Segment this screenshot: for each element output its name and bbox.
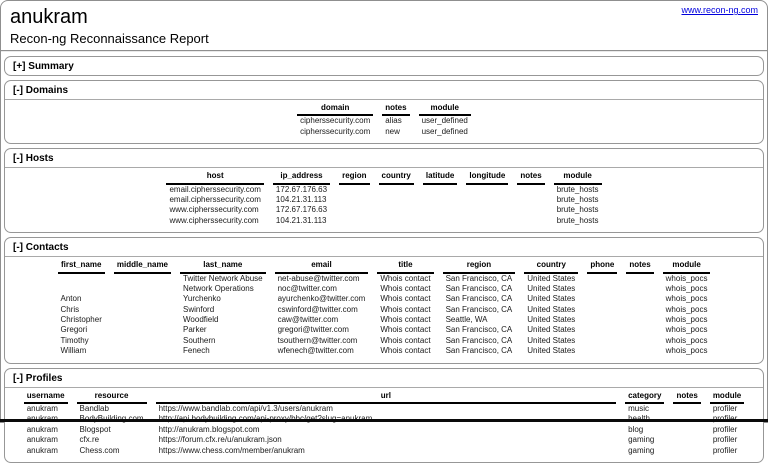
table-cell: https://forum.cfx.re/u/anukram.json [158, 435, 282, 445]
table-row [166, 216, 601, 226]
table-row [166, 185, 601, 195]
table-cell [114, 274, 171, 284]
column-header-country: country [524, 260, 578, 273]
table-cell: whois_pocs [665, 283, 708, 293]
table-row [58, 294, 711, 304]
table-cell: 172.67.176.63 [275, 184, 328, 194]
table-cell [673, 446, 700, 456]
table-cell: Swinford [183, 304, 215, 314]
table-cell: Whois contact [380, 335, 431, 345]
column-header-title: title [377, 260, 433, 273]
table-cell: Southern [183, 335, 216, 345]
table-cell: Chris [60, 304, 80, 314]
table-cell [626, 274, 653, 284]
table-row [58, 325, 711, 335]
column-header-notes: notes [626, 260, 653, 273]
table-cell: Whois contact [380, 346, 431, 356]
table-cell: alias [385, 116, 402, 126]
table-cell: Gregori [60, 325, 88, 335]
table-cell: Whois contact [380, 315, 431, 325]
table-cell [587, 305, 617, 315]
table-cell: new [385, 126, 400, 136]
table-cell: whois_pocs [665, 294, 708, 304]
report-header [1, 1, 767, 46]
table-cell: San Francisco, CA [445, 325, 513, 335]
table-cell: whois_pocs [665, 325, 708, 335]
table-cell: United States [527, 273, 576, 283]
table-row [24, 404, 745, 414]
table-cell [339, 195, 369, 205]
table-cell: San Francisco, CA [445, 346, 513, 356]
table-cell [339, 185, 369, 195]
contacts-table [49, 260, 720, 357]
table-cell: email.cipherssecurity.com [169, 184, 261, 194]
column-header-module: module [710, 391, 744, 404]
column-header-latitude: latitude [423, 171, 457, 184]
table-cell: whois_pocs [665, 315, 708, 325]
table-cell: San Francisco, CA [445, 294, 513, 304]
table-cell: noc@twitter.com [277, 283, 337, 293]
table-cell: caw@twitter.com [277, 315, 339, 325]
table-cell [379, 195, 414, 205]
table-cell [673, 435, 700, 445]
table-cell [517, 185, 544, 195]
table-cell [587, 294, 617, 304]
table-cell: San Francisco, CA [445, 335, 513, 345]
recon-ng-home-link[interactable]: www.recon-ng.com [681, 5, 758, 15]
table-row [297, 127, 471, 137]
table-cell: 172.67.176.63 [275, 205, 328, 215]
table-row [58, 315, 711, 325]
table-cell: http://anukram.blogspot.com [158, 424, 260, 434]
column-header-first_name: first_name [58, 260, 105, 273]
table-cell: gregori@twitter.com [277, 325, 349, 335]
section-title: Domains [25, 85, 69, 96]
table-cell: Christopher [60, 315, 102, 325]
section-title: Contacts [25, 242, 69, 254]
table-cell [466, 195, 508, 205]
column-header-region: region [339, 171, 369, 184]
table-row [24, 425, 745, 435]
column-header-phone: phone [587, 260, 617, 273]
table-cell: brute_hosts [556, 194, 599, 204]
table-cell [587, 274, 617, 284]
table-cell: brute_hosts [556, 215, 599, 225]
toggle-icon: [+] [13, 61, 26, 72]
table-cell [423, 205, 457, 215]
hosts-table-container [5, 168, 763, 232]
table-cell: United States [527, 304, 576, 314]
table-cell: anukram [26, 404, 58, 414]
column-header-notes: notes [673, 391, 700, 404]
table-cell [339, 216, 369, 226]
table-cell [587, 284, 617, 294]
table-cell: cswinford@twitter.com [277, 304, 358, 314]
header-divider [1, 50, 767, 52]
table-cell: Whois contact [380, 325, 431, 335]
table-header-row [297, 103, 471, 116]
table-cell: https://www.chess.com/member/anukram [158, 445, 305, 455]
section-hosts-toggle[interactable] [5, 149, 763, 168]
column-header-notes: notes [382, 103, 409, 116]
table-cell: San Francisco, CA [445, 304, 513, 314]
table-cell: cipherssecurity.com [300, 126, 371, 136]
table-row [58, 305, 711, 315]
section-domains [4, 80, 764, 144]
table-cell [673, 404, 700, 414]
profiles-table-container [5, 388, 763, 462]
table-cell [423, 216, 457, 226]
table-cell [423, 185, 457, 195]
table-cell: Yurchenko [183, 294, 221, 304]
table-cell: Parker [183, 325, 207, 335]
table-cell: United States [527, 294, 576, 304]
column-header-longitude: longitude [466, 171, 508, 184]
table-cell: Network Operations [183, 283, 254, 293]
section-title: Summary [28, 61, 74, 72]
toggle-icon: [-] [13, 372, 23, 384]
table-cell [114, 315, 171, 325]
table-row [24, 435, 745, 445]
table-cell: profiler [712, 435, 738, 445]
table-cell: Whois contact [380, 304, 431, 314]
table-cell [466, 205, 508, 215]
table-cell: anukram [26, 435, 58, 445]
table-cell: cipherssecurity.com [300, 116, 371, 126]
table-cell: William [60, 346, 87, 356]
table-cell: anukram [26, 424, 58, 434]
table-cell [58, 274, 105, 284]
section-domains-toggle[interactable] [5, 81, 763, 100]
table-cell: gaming [628, 445, 655, 455]
column-header-domain: domain [297, 103, 373, 116]
table-cell: brute_hosts [556, 205, 599, 215]
table-cell [626, 346, 653, 356]
column-header-email: email [275, 260, 369, 273]
table-cell: United States [527, 346, 576, 356]
table-cell: profiler [712, 424, 738, 434]
section-profiles-toggle[interactable] [5, 369, 763, 388]
table-cell: 104.21.31.113 [275, 215, 327, 225]
table-cell [58, 284, 105, 294]
column-header-username: username [24, 391, 68, 404]
table-row [297, 116, 471, 126]
table-cell: Whois contact [380, 294, 431, 304]
table-header-row [166, 171, 601, 184]
table-row [58, 274, 711, 284]
table-row [58, 284, 711, 294]
column-header-notes: notes [517, 171, 544, 184]
table-cell [114, 346, 171, 356]
section-contacts-toggle[interactable] [5, 238, 763, 257]
table-cell: Fenech [183, 346, 210, 356]
column-header-url: url [156, 391, 617, 404]
table-cell [626, 336, 653, 346]
table-cell: cfx.re [79, 435, 100, 445]
table-cell: United States [527, 335, 576, 345]
table-cell: net-abuse@twitter.com [277, 273, 360, 283]
column-header-module: module [554, 171, 602, 184]
table-cell: blog [628, 424, 644, 434]
section-title: Hosts [25, 153, 54, 165]
table-row [58, 336, 711, 346]
table-cell [587, 315, 617, 325]
table-cell: San Francisco, CA [445, 273, 513, 283]
profiles-table [15, 391, 754, 456]
table-cell: Whois contact [380, 273, 431, 283]
table-cell: tsouthern@twitter.com [277, 335, 358, 345]
table-row [166, 195, 601, 205]
table-cell [379, 216, 414, 226]
table-cell: www.cipherssecurity.com [169, 215, 259, 225]
table-cell: www.cipherssecurity.com [169, 205, 259, 215]
table-cell [379, 185, 414, 195]
table-header-row [58, 260, 711, 273]
table-row [24, 446, 745, 456]
toggle-icon: [-] [13, 242, 23, 254]
table-cell: anukram [26, 445, 58, 455]
section-hosts [4, 148, 764, 233]
table-cell: user_defined [421, 116, 468, 126]
table-cell: user_defined [421, 126, 468, 136]
column-header-region: region [443, 260, 516, 273]
table-cell: Seattle, WA [445, 315, 488, 325]
table-cell: whois_pocs [665, 273, 708, 283]
table-cell [517, 216, 544, 226]
table-cell: Bandlab [79, 404, 109, 414]
table-cell: profiler [712, 404, 738, 414]
column-header-ip_address: ip_address [273, 171, 330, 184]
table-cell: United States [527, 325, 576, 335]
domains-table-container [5, 100, 763, 143]
contacts-table-container [5, 257, 763, 363]
section-contacts [4, 237, 764, 364]
table-cell: whois_pocs [665, 335, 708, 345]
table-cell [114, 336, 171, 346]
toggle-icon: [-] [13, 85, 23, 96]
toggle-icon: [-] [13, 153, 23, 165]
column-header-host: host [166, 171, 263, 184]
table-cell [517, 195, 544, 205]
column-header-module: module [663, 260, 711, 273]
table-cell: Twitter Network Abuse [183, 273, 263, 283]
table-cell: profiler [712, 445, 738, 455]
table-cell: Whois contact [380, 283, 431, 293]
column-header-middle_name: middle_name [114, 260, 171, 273]
table-cell [466, 216, 508, 226]
table-cell [673, 425, 700, 435]
table-cell [626, 284, 653, 294]
table-cell: music [628, 404, 649, 414]
table-cell [379, 205, 414, 215]
bottom-edge-bar [0, 419, 768, 422]
table-cell [626, 325, 653, 335]
section-profiles [4, 368, 764, 463]
table-cell: Anton [60, 294, 82, 304]
table-cell [587, 346, 617, 356]
table-cell [114, 284, 171, 294]
section-summary [4, 56, 764, 76]
table-cell: gaming [628, 435, 655, 445]
table-cell [466, 185, 508, 195]
table-cell [587, 325, 617, 335]
table-cell [587, 336, 617, 346]
domains-table [288, 103, 480, 137]
table-cell [626, 305, 653, 315]
table-row [166, 205, 601, 215]
table-cell [517, 205, 544, 215]
table-cell [626, 315, 653, 325]
hosts-table [157, 171, 610, 226]
column-header-resource: resource [77, 391, 147, 404]
table-cell: Chess.com [79, 445, 120, 455]
table-cell: brute_hosts [556, 184, 599, 194]
table-cell: https://www.bandlab.com/api/v1.3/users/anukram [158, 404, 333, 414]
section-summary-toggle[interactable] [5, 57, 763, 75]
table-cell [339, 205, 369, 215]
column-header-last_name: last_name [180, 260, 266, 273]
column-header-country: country [379, 171, 414, 184]
section-title: Profiles [25, 372, 63, 384]
table-cell: San Francisco, CA [445, 283, 513, 293]
page-title: anukram [10, 6, 88, 28]
table-cell: United States [527, 315, 576, 325]
table-cell: whois_pocs [665, 346, 708, 356]
table-cell [114, 325, 171, 335]
column-header-module: module [419, 103, 471, 116]
table-cell: email.cipherssecurity.com [169, 194, 261, 204]
page-subtitle: Recon-ng Reconnaissance Report [10, 31, 209, 46]
table-cell: 104.21.31.113 [275, 194, 327, 204]
table-cell: whois_pocs [665, 304, 708, 314]
column-header-category: category [625, 391, 664, 404]
table-cell [114, 294, 171, 304]
table-cell: ayurchenko@twitter.com [277, 294, 366, 304]
table-row [58, 346, 711, 356]
table-cell: Woodfield [183, 315, 219, 325]
table-cell [114, 305, 171, 315]
table-cell: Timothy [60, 335, 89, 345]
table-cell: wfenech@twitter.com [277, 346, 354, 356]
table-cell [423, 195, 457, 205]
table-header-row [24, 391, 745, 404]
table-cell: United States [527, 283, 576, 293]
table-cell [626, 294, 653, 304]
table-cell: Blogspot [79, 424, 111, 434]
